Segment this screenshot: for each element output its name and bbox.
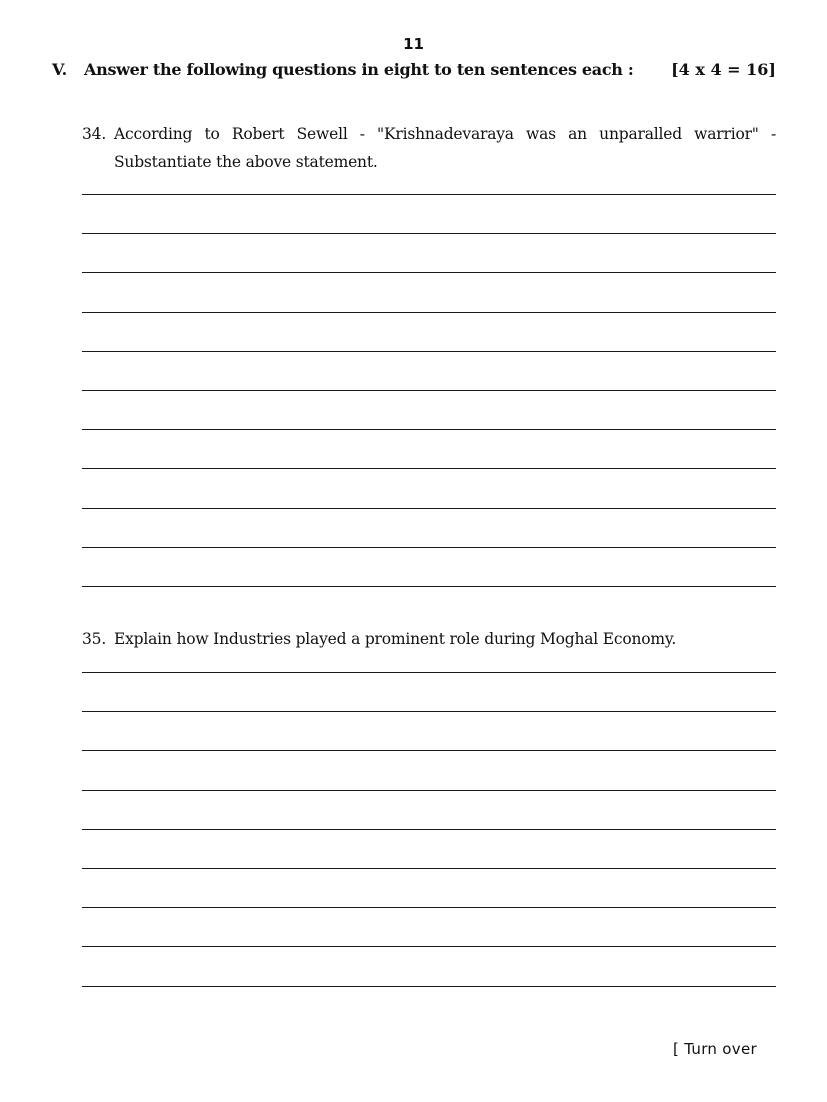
answer-line[interactable] [82,508,776,509]
question-35 [82,625,776,653]
answer-line[interactable] [82,790,776,791]
answer-line[interactable] [82,586,776,587]
question-number: 34. [82,125,107,143]
answer-line[interactable] [82,351,776,352]
section-marks: [4 x 4 = 16] [671,60,776,79]
question-text-line-1: According to Robert Sewell - "Krishnadevaraya was an unparalled warrior" - [114,125,776,143]
answer-line[interactable] [82,468,776,469]
section-header [52,60,776,82]
question-text-line-2: Substantiate the above statement. [114,153,378,171]
answer-line[interactable] [82,907,776,908]
turn-over-note: [ Turn over [673,1040,757,1058]
section-instruction: Answer the following questions in eight to ten sentences each : [84,60,634,79]
page-number: 11 [403,35,424,53]
answer-line[interactable] [82,711,776,712]
answer-line[interactable] [82,547,776,548]
answer-line[interactable] [82,946,776,947]
answer-line[interactable] [82,429,776,430]
question-number: 35. [82,630,107,648]
answer-line[interactable] [82,272,776,273]
answer-line[interactable] [82,194,776,195]
answer-line[interactable] [82,986,776,987]
question-text: Explain how Industries played a prominent role during Moghal Economy. [114,630,677,648]
answer-line[interactable] [82,672,776,673]
answer-line[interactable] [82,750,776,751]
question-34 [82,120,776,176]
answer-line[interactable] [82,312,776,313]
section-number: V. [52,60,68,79]
answer-line[interactable] [82,390,776,391]
answer-line[interactable] [82,233,776,234]
answer-line[interactable] [82,829,776,830]
answer-line[interactable] [82,868,776,869]
question-text [114,120,776,176]
